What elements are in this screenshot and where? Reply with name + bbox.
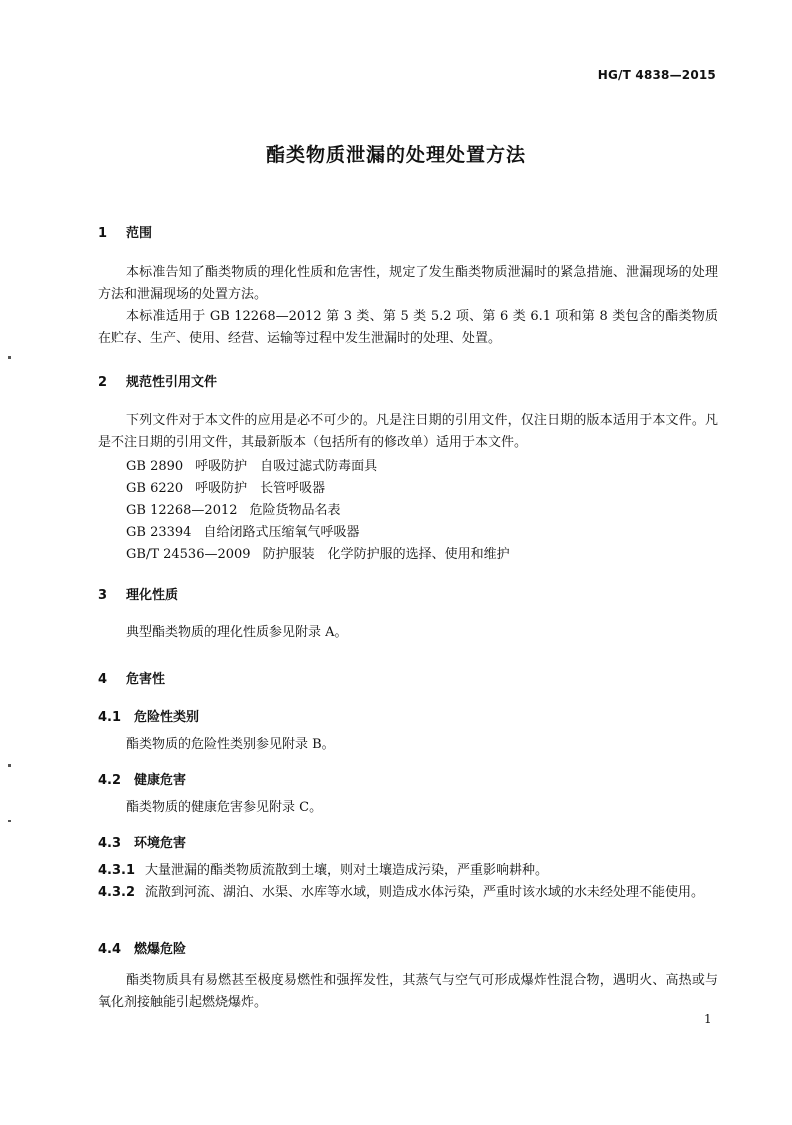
reference-item: [126, 543, 510, 562]
subsection-title: 燃爆危险: [134, 942, 187, 957]
section-number: 4: [98, 672, 108, 687]
subsection-4-4-heading: [98, 938, 186, 957]
reference-item: [126, 521, 359, 540]
reference-code: GB 6220: [126, 481, 184, 496]
reference-code: GB 23394: [126, 525, 192, 540]
reference-item: [126, 455, 377, 474]
standard-code: HG/T 4838—2015: [597, 68, 716, 82]
reference-code: GB 2890: [126, 459, 184, 474]
clause-text: 流散到河流、湖泊、水渠、水库等水域，则造成水体污染，严重时该水域的水未经处理不能使用。: [145, 885, 705, 900]
reference-title: 呼吸防护 自吸过滤式防毒面具: [195, 459, 378, 474]
section-title: 范围: [126, 226, 153, 241]
scan-mark: [8, 356, 11, 359]
subsection-number: 4.3: [98, 836, 122, 851]
subsection-title: 危险性类别: [134, 710, 200, 725]
section-4-heading: [98, 668, 165, 687]
hazard-class-paragraph: 酯类物质的危险性类别参见附录 B。: [126, 737, 335, 752]
subsection-4-3-heading: [98, 832, 186, 851]
subsection-4-2-heading: [98, 769, 186, 788]
scan-mark: [8, 764, 11, 767]
clause-number: 4.3.2: [98, 885, 136, 900]
environmental-hazard-item-2: [98, 882, 718, 904]
subsection-title: 环境危害: [134, 836, 187, 851]
reference-item: [126, 499, 341, 518]
reference-title: 自给闭路式压缩氧气呼吸器: [203, 525, 360, 540]
clause-number: 4.3.1: [98, 863, 136, 878]
normative-references-paragraph: 下列文件对于本文件的应用是必不可少的。凡是注日期的引用文件，仅注日期的版本适用于本文件。凡是不注日期的引用文件，其最新版本（包括所有的修改单）适用于本文件。: [98, 413, 718, 450]
section-number: 2: [98, 375, 108, 390]
section-number: 3: [98, 588, 108, 603]
section-3-heading: [98, 584, 178, 603]
section-title: 规范性引用文件: [126, 375, 218, 390]
section-2-heading: [98, 371, 217, 390]
page-number: 1: [704, 1012, 712, 1026]
section-1-heading: [98, 222, 152, 241]
scan-mark: [8, 820, 11, 822]
subsection-title: 健康危害: [134, 773, 187, 788]
subsection-number: 4.2: [98, 773, 122, 788]
reference-code: GB/T 24536—2009: [126, 547, 251, 562]
reference-title: 防护服装 化学防护服的选择、使用和维护: [262, 547, 510, 562]
section-number: 1: [98, 226, 108, 241]
health-hazard-paragraph: 酯类物质的健康危害参见附录 C。: [126, 800, 323, 815]
fire-explosion-paragraph: 酯类物质具有易燃甚至极度易燃性和强挥发性，其蒸气与空气可形成爆炸性混合物，遇明火、高热或与氧化剂接触能引起燃烧爆炸。: [98, 973, 718, 1010]
reference-title: 危险货物品名表: [249, 503, 341, 518]
subsection-number: 4.1: [98, 710, 122, 725]
section-title: 危害性: [126, 672, 166, 687]
section-title: 理化性质: [126, 588, 179, 603]
subsection-4-1-heading: [98, 706, 199, 725]
reference-code: GB 12268—2012: [126, 503, 238, 518]
environmental-hazard-item-1: [98, 860, 718, 882]
document-title: 酯类物质泄漏的处理处置方法: [265, 144, 526, 166]
scope-paragraph-1: 本标准告知了酯类物质的理化性质和危害性，规定了发生酯类物质泄漏时的紧急措施、泄漏现场的处理方法和泄漏现场的处置方法。: [98, 265, 718, 302]
clause-text: 大量泄漏的酯类物质流散到土壤，则对土壤造成污染，严重影响耕种。: [145, 863, 549, 878]
scope-paragraph-2: 本标准适用于 GB 12268—2012 第 3 类、第 5 类 5.2 项、第 6 类 6.1 项和第 8 类包含的酯类物质在贮存、生产、使用、经营、运输等过程中发生泄漏时的处理、处置。: [98, 309, 718, 346]
reference-item: [126, 477, 325, 496]
properties-paragraph: 典型酯类物质的理化性质参见附录 A。: [126, 625, 348, 640]
subsection-number: 4.4: [98, 942, 122, 957]
reference-title: 呼吸防护 长管呼吸器: [195, 481, 326, 496]
